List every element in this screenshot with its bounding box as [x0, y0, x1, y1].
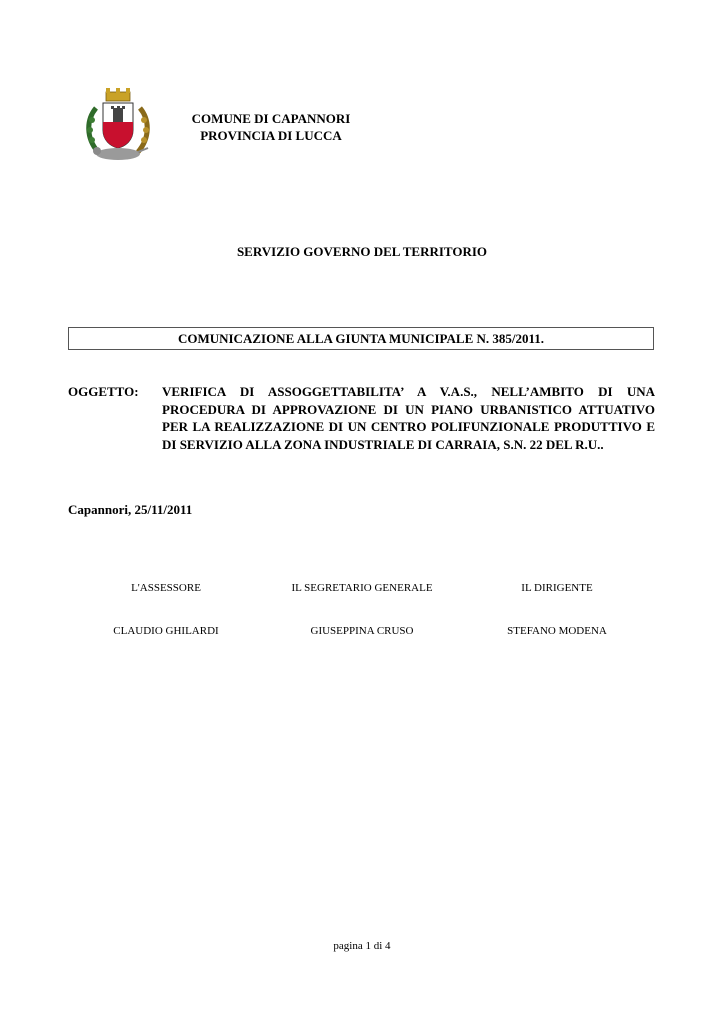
coat-of-arms-icon	[82, 86, 154, 164]
page-number: pagina 1 di 4	[333, 940, 391, 952]
province-name: PROVINCIA DI LUCCA	[200, 128, 342, 143]
signature-name-segretario: GIUSEPPINA CRUSO	[310, 625, 414, 637]
communication-title: COMUNICAZIONE ALLA GIUNTA MUNICIPALE N. 385/2011.	[177, 331, 545, 346]
communication-title-box	[68, 327, 654, 350]
signature-name-assessore: CLAUDIO GHILARDI	[113, 625, 219, 637]
coat-of-arms-emblem	[82, 86, 154, 164]
subject-label: OGGETTO:	[68, 384, 139, 399]
municipality-name: COMUNE DI CAPANNORI	[191, 111, 351, 126]
signature-name-dirigente: STEFANO MODENA	[507, 625, 607, 637]
signature-role-assessore: L'ASSESSORE	[131, 582, 201, 594]
letterhead	[166, 110, 376, 144]
signature-role-segretario: IL SEGRETARIO GENERALE	[291, 582, 433, 594]
service-heading: SERVIZIO GOVERNO DEL TERRITORIO	[236, 244, 488, 259]
signature-role-dirigente: IL DIRIGENTE	[521, 582, 593, 594]
subject-text: VERIFICA DI ASSOGGETTABILITA’ A V.A.S., NELL’AMBITO DI UNA PROCEDURA DI APPROVAZIONE DI UN PIANO URBANISTICO ATTUATIVO PER LA REALIZZAZIONE DI UN CENTRO POLIFUNZIONALE PRODUTTIVO E DI SERVIZIO ALLA ZONA INDUSTRIALE DI CARRAIA, S.N. 22 DEL R.U..	[162, 384, 655, 452]
place-date: Capannori, 25/11/2011	[68, 502, 193, 517]
